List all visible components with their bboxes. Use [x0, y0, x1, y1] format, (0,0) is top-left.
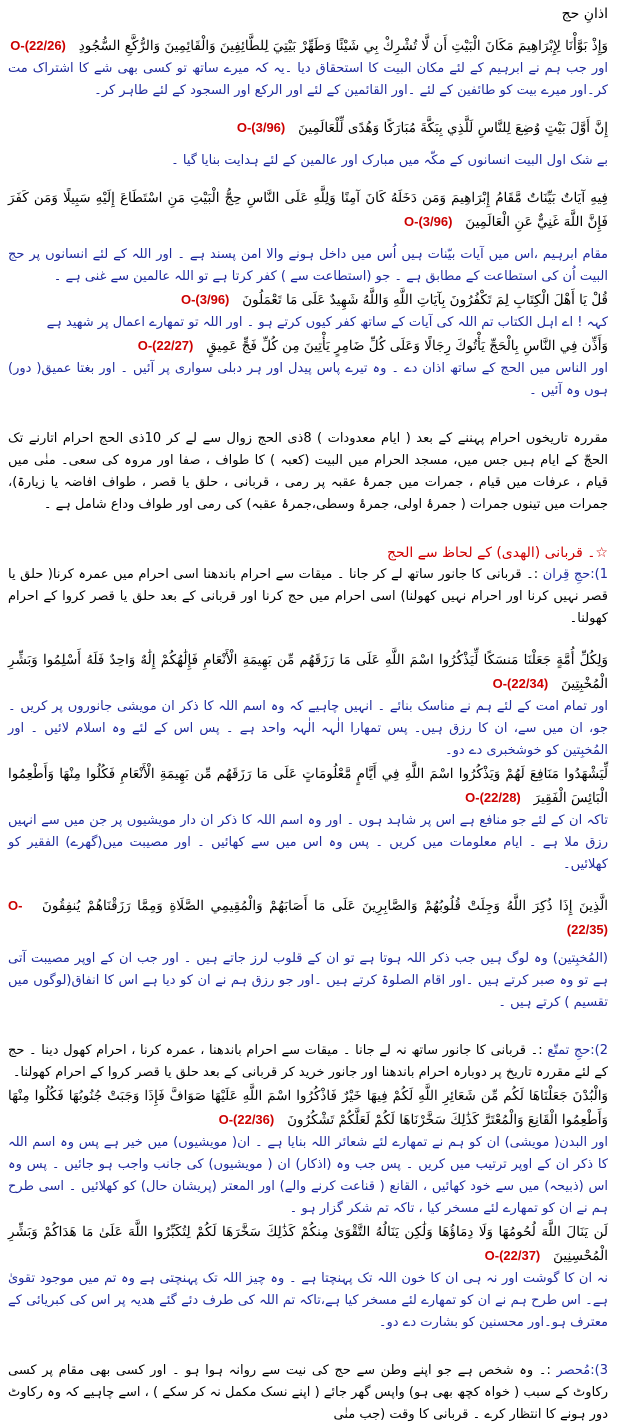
verse-text: وَلِكُلِّ أُمَّةٍ جَعَلْنَا مَنسَكًا لِّيَذْكُرُوا اسْمَ اللَّهِ عَلَى مَا رَزَقَهُم مِّن بَهِيمَةِ الْأَنْعَامِ فَإِلَٰهُكُمْ إِلَٰهٌ وَاحِدٌ فَلَهُ أَسْلِمُوا وَبَشِّرِ الْمُخْبِتِينَ [8, 652, 608, 692]
section-heading: ☆۔ قربانی (الھدی) کے لحاظ سے الحج [387, 545, 608, 561]
verse-translation: (المُخبِتین) وہ لوگ ہیں جب ذکر اللہ ہوتا ہے تو ان کے قلوب لرز جاتے ہیں ۔ اور جب ان کے اوپر مصیبت آتی ہے تو وہ صبر کرتے ہیں ۔اور اقام الصلوۃ کرتے ہیں ۔اور جو رزق ہم نے ان کو دیا ہے اس کا انفاق(لوگوں میں تقسیم ) کرتے ہیں ۔ [8, 951, 608, 1010]
verse-arabic [8, 334, 608, 358]
item-description: :۔ قربانی کا جانور ساتھ نہ لے جانا ۔ میقات سے احرام باندھنا ، عمرہ کرنا ، احرام کھول دینا ۔ حج کے لئے مقررہ تاریخ پر دوبارہ احرام باندھنا اور جانور خرید کر قربانی کے بعد حلق یا قصر کروا کے احرام کھولنا۔ [8, 1043, 608, 1080]
hajj-type-qiran [8, 564, 608, 630]
verse-translation: بے شک اول البیت انسانوں کے مکّہ میں مبارک اور عالمین کے لئے ہدایت بنایا گیا ۔ [171, 153, 608, 168]
verse-text: وَأَذِّن فِي النَّاسِ بِالْحَجِّ يَأْتُوكَ رِجَالًا وَعَلَى كُلِّ ضَامِرٍ يَأْتِينَ مِن كُلِّ فَجٍّ عَمِيقٍ [206, 338, 608, 354]
verse-arabic [8, 1220, 608, 1268]
verse-reference: O-(3/96) [236, 120, 286, 135]
item-description: :۔ قربانی کا جانور ساتھ لے کر جانا ۔ میقات سے احرام باندھنا اسی احرام میں عمرہ کرنا( حلق یا قصر نہیں کرنا اور احرام نہیں کھولنا) اسی احرام میں حج کرنا اور قربانی کے بعد حلق یا قصر کروا کے احرام کھولنا۔ [8, 567, 608, 626]
verse-arabic [8, 1084, 608, 1132]
item-title: مُحصر [550, 1363, 591, 1378]
verse-arabic [8, 894, 608, 942]
page-title: اذانِ حج [561, 6, 608, 22]
verse-reference: O-(22/28) [465, 790, 521, 805]
item-number: 2): [590, 1043, 608, 1058]
verse-reference: O-(22/34) [492, 676, 549, 691]
verse-text: وَالْبُدْنَ جَعَلْنَاهَا لَكُم مِّن شَعَائِرِ اللَّهِ لَكُمْ فِيهَا خَيْرٌ فَاذْكُرُوا اسْمَ اللَّهِ عَلَيْهَا صَوَافَّ فَإِذَا وَجَبَتْ جُنُوبُهَا فَكُلُوا مِنْهَا وَأَطْعِمُوا الْقَانِعَ وَالْمُعْتَرَّ كَذَٰلِكَ سَخَّرْنَاهَا لَكُمْ لَعَلَّكُمْ تَشْكُرُونَ [8, 1088, 608, 1128]
hajj-type-tamattu [8, 1040, 608, 1084]
verse-text: الَّذِينَ إِذَا ذُكِرَ اللَّهُ وَجِلَتْ قُلُوبُهُمْ وَالصَّابِرِينَ عَلَى مَا أَصَابَهُمْ وَالْمُقِيمِي الصَّلَاةِ وَمِمَّا رَزَقْنَاهُمْ يُنفِقُونَ [41, 898, 608, 914]
verse-arabic [8, 288, 608, 312]
item-number: 1): [590, 567, 608, 582]
verse-text: فِيهِ آيَاتٌ بَيِّنَاتٌ مَّقَامُ إِبْرَاهِيمَ وَمَن دَخَلَهُ كَانَ آمِنًا وَلِلَّهِ عَلَى النَّاسِ حِجُّ الْبَيْتِ مَنِ اسْتَطَاعَ إِلَيْهِ سَبِيلًا وَمَن كَفَرَ فَإِنَّ اللَّهَ غَنِيٌّ عَنِ الْعَالَمِينَ [8, 190, 608, 230]
verse-reference: O-(3/96) [180, 292, 230, 307]
hajj-days-paragraph: مقررہ تاریخوں احرام پہننے کے بعد ( ایام معدودات ) 8ذی الحج زوال سے لے کر 10ذی الحج احرام اتارنے تک الحجّ کے ایام ہیں جس میں، مسجد الحرام میں البیت (کعبہ ) کا طواف ، صفا اور مروہ کی سعی۔ منٰی میں قیام ، عرفات میں قیام ، جمرات میں جمرۂ عقبہ پر رمی ، قربانی ، حلق یا قصر ، طواف افاضہ یا زیارۃ)، جمرات میں تینوں جمرات ( جمرۂ اولی، جمرۂ وسطی،جمرۂ عقبہ) کی رمی اور طواف وداع شامل ہے ۔ [8, 431, 608, 512]
verse-translation: اور البدن( مویشی) ان کو ہم نے تمھارے لئے شعائر اللہ بنایا ہے ۔ ان( مویشیوں) میں خیر ہے پس وہ اسم اللہ کا ذکر ان کے اوپر ترتیب میں کریں ۔ پس جب وہ (اذکار) ان ( مویشیوں) کی جانب واجب ہو جائیں ۔ پس وہ اس (ذبیحہ) میں سے خود کھائیں ، القانع ( قناعت کرنے والے) اور المعتر (پریشان حال) کو کھلائیں ۔ اسی طرح ہم نے ان کو تمھارے لئے مسخر کیا ، تاکہ تم شکر گزار ہو ۔ [8, 1135, 608, 1216]
hajj-type-muhsar [8, 1360, 608, 1426]
verse-reference: O-(3/96) [404, 214, 453, 229]
verse-text: وَإِذْ بَوَّأْنَا لِإِبْرَاهِيمَ مَكَانَ الْبَيْتِ أَن لَّا تُشْرِكْ بِي شَيْئًا وَطَهِّرْ بَيْتِيَ لِلطَّائِفِينَ وَالْقَائِمِينَ وَالرُّكَّعِ السُّجُودِ [78, 38, 608, 54]
verse-reference: O-(22/35) [8, 898, 608, 937]
verse-text: لَن يَنَالَ اللَّهَ لُحُومُهَا وَلَا دِمَاؤُهَا وَلَٰكِن يَنَالُهُ التَّقْوَىٰ مِنكُمْ كَذَٰلِكَ سَخَّرَهَا لَكُمْ لِتُكَبِّرُوا اللَّهَ عَلَىٰ مَا هَدَاكُمْ وَبَشِّرِ الْمُحْسِنِينَ [8, 1224, 608, 1264]
verse-translation: اور جب ہم نے ابرہیم کے لئے مکان البیت کا استحقاق دیا ۔یہ کہ میرے ساتھ تو کسی بھی شے کا اشتراک مت کر۔اور میرے بیت کو طائفین کے لئے ۔اور القائمین کے لئے اور الرکع اور السجود کے لئے طاہر کر۔ [8, 61, 608, 98]
verse-arabic [8, 186, 608, 234]
verse-reference: O-(22/37) [484, 1248, 541, 1263]
verse-reference: O-(22/26) [10, 38, 66, 53]
verse-reference: O-(22/27) [137, 338, 194, 353]
verse-translation: تاکہ ان کے لئے جو منافع ہے اس پر شاہد ہوں ۔ اور وہ اسم اللہ کا ذکر ان دار مویشیوں پر جن میں سے انہیں رزق ملا ہے ۔ ایام معلومات میں کریں ۔ پس وہ اس میں سے کھائیں ۔ اور مصیبت میں(گھرے) الفقیر کو کھلائیں۔ [8, 813, 608, 872]
verse-reference: O-(22/36) [218, 1112, 275, 1127]
item-description: :۔ وہ شخص ہے جو اپنے وطن سے حج کی نیت سے روانہ ہوا ہو ۔ اور کسی بھی مقام پر کسی رکاوٹ کے سبب ( خواہ کچھ بھی ہو) واپس گھر جائے ( اپنے نسک مکمل نہ کر سکے ) ، اسے چاہیے کہ وہ رکاوٹ دور ہونے کا انتظار کرے ۔ قربانی کا وقت (جب منٰی [8, 1363, 608, 1422]
verse-arabic [8, 116, 608, 140]
item-title: حجِ قِران [538, 567, 591, 582]
item-title: حجِ تمتّع [542, 1043, 591, 1058]
verse-arabic [8, 648, 608, 696]
verse-text: إِنَّ أَوَّلَ بَيْتٍ وُضِعَ لِلنَّاسِ لَلَّذِي بِبَكَّةَ مُبَارَكًا وَهُدًى لِّلْعَالَمِينَ [298, 120, 608, 136]
verse-text: لِّيَشْهَدُوا مَنَافِعَ لَهُمْ وَيَذْكُرُوا اسْمَ اللَّهِ فِي أَيَّامٍ مَّعْلُومَاتٍ عَلَى مَا رَزَقَهُم مِّن بَهِيمَةِ الْأَنْعَامِ فَكُلُوا مِنْهَا وَأَطْعِمُوا الْبَائِسَ الْفَقِيرَ [8, 766, 608, 806]
verse-translation: مقام ابرہیم ،اس میں آیات بیّنات ہیں اُس میں داخل ہونے والا امن پسند ہے ۔ اور اللہ کے لئے انسانوں پر حج البیت اُن کی استطاعت کے مطابق ہے ۔ جو (استطاعت سے ) کفر کرتا ہے تو اللہ عالمین سے غنی ہے ۔ [8, 247, 608, 284]
verse-translation: اور تمام امت کے لئے ہم نے مناسک بنائے ۔ انہیں چاہیے کہ وہ اسم اللہ کا ذکر ان مویشی جانوروں پر کریں ۔جو، ان میں سے، ان کا رزق ہیں۔ پس تمھارا الٰہہ الٰہہ واحد ہے ۔ پس اس کے لئے وہ اسلام لائیں ۔ اور المُخبِتین کو خوشخبری دے دو۔ [8, 699, 608, 758]
verse-translation: اور الناس میں الحج کے ساتھ اذان دے ۔ وہ تیرے پاس پیدل اور ہر دبلی سواری پر آئیں ۔ اور بغتا عمیق( دور) ہوں وہ آئیں ۔ [8, 361, 608, 398]
verse-arabic [8, 762, 608, 810]
verse-translation: کہہ ! اے اہل الکتاب تم اللہ کی آیات کے ساتھ کفر کیوں کرتے ہو ۔ اور اللہ تو تمھارے اعمال پر شھید ہے [46, 315, 608, 330]
verse-text: قُلْ يَا أَهْلَ الْكِتَابِ لِمَ تَكْفُرُونَ بِآيَاتِ اللَّهِ وَاللَّهُ شَهِيدٌ عَلَى مَا تَعْمَلُونَ [242, 292, 608, 308]
verse-arabic [8, 34, 608, 58]
item-number: 3): [590, 1363, 608, 1378]
verse-translation: نہ ان کا گوشت اور نہ ہی ان کا خون اللہ تک پہنچتا ہے ۔ وہ چیز اللہ تک پہنچتی ہے وہ تم میں موجود تقویٰ ہے۔ اس طرح ہم نے ان کو تمھارے لئے مسخر کیا ہے،تاکہ تم اللہ کی طرف دئے گئے ھدیہ پر اس کی کبریائی کے معترف ہو۔اور محسنین کو بشارت دے دو۔ [8, 1271, 608, 1330]
